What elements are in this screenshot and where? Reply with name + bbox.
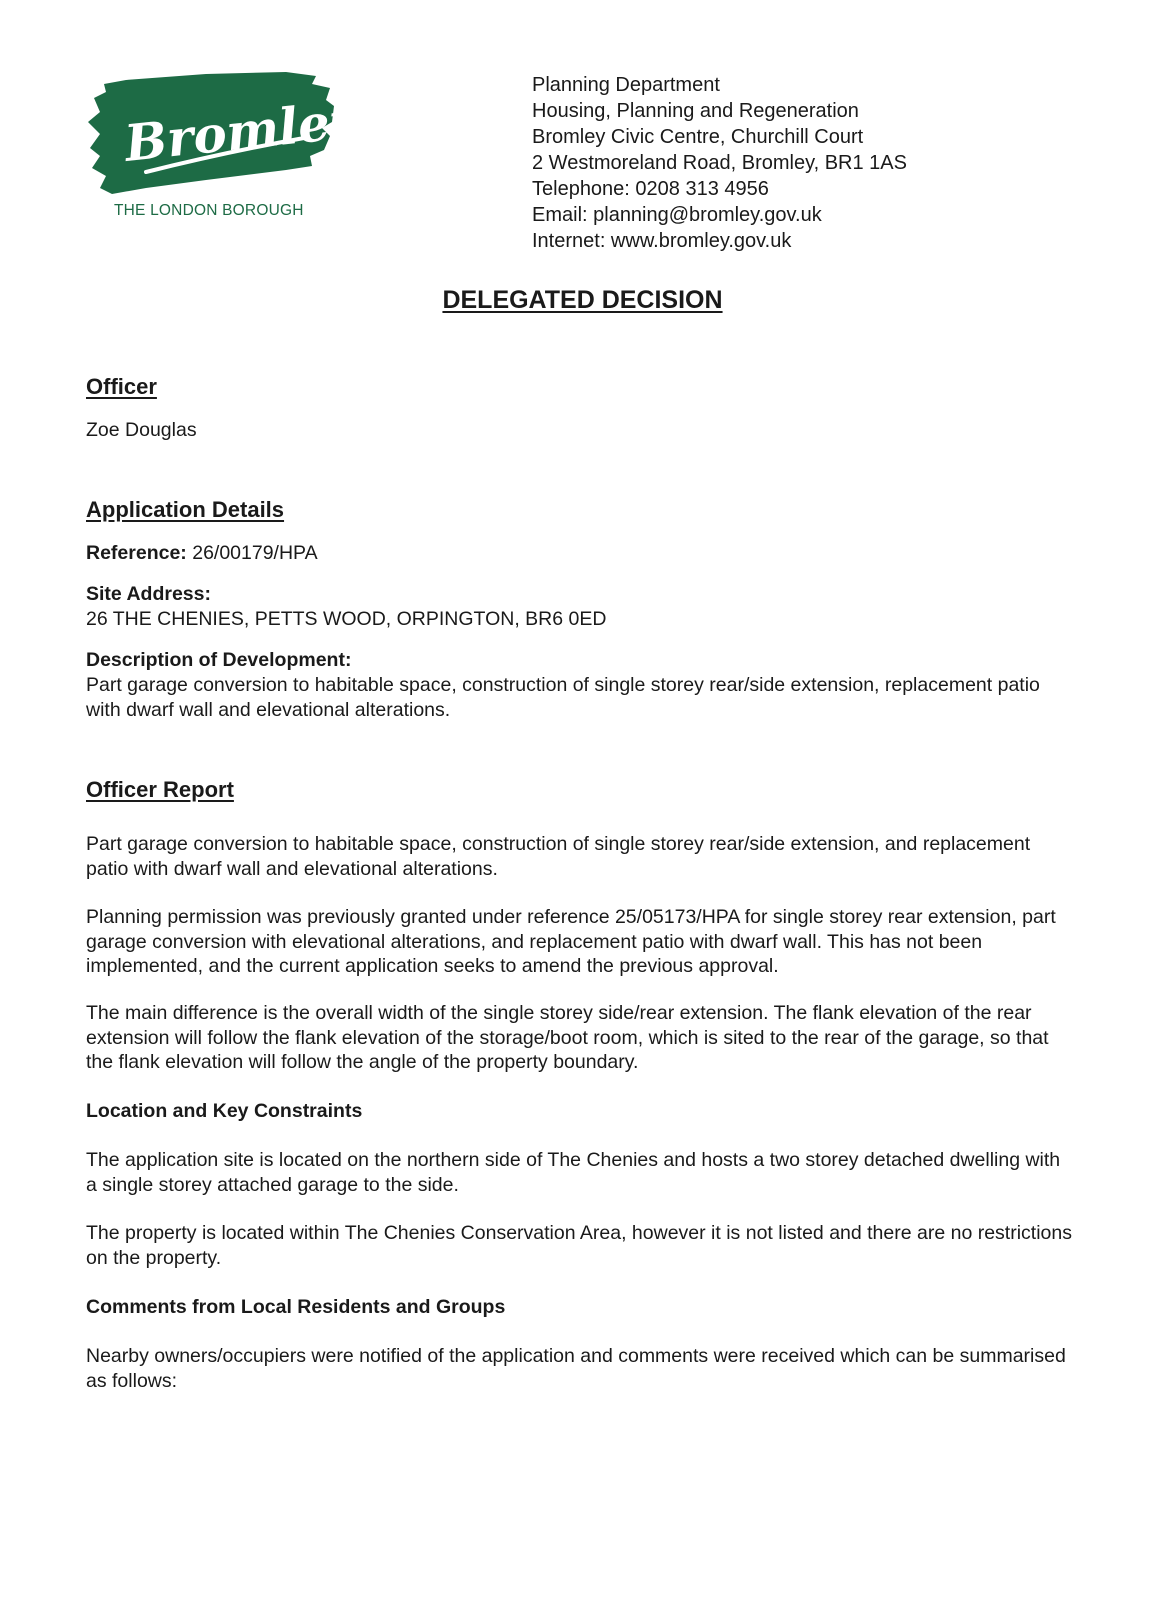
department-email: Email: planning@bromley.gov.uk	[532, 204, 822, 226]
bromley-logo-mark	[86, 70, 362, 200]
department-name: Planning Department	[532, 74, 720, 96]
department-contact-block	[532, 72, 907, 254]
department-address-line-1: Bromley Civic Centre, Churchill Court	[532, 126, 864, 148]
reference-label: Reference:	[86, 542, 187, 564]
description-label: Description of Development:	[86, 649, 352, 671]
description-value: Part garage conversion to habitable space, construction of single storey rear/side extension, replacement patio with dwarf wall and elevational alterations.	[86, 674, 1040, 721]
site-address-label: Site Address:	[86, 583, 211, 605]
logo-wordmark: Bromley	[121, 89, 362, 173]
location-paragraph: The property is located within The Chenies Conservation Area, however it is not listed and there are no restrictions on the property.	[86, 1222, 1072, 1269]
bromley-logo	[86, 70, 362, 225]
officer-report-heading: Officer Report	[86, 777, 234, 802]
report-paragraph: Part garage conversion to habitable space, construction of single storey rear/side extension, and replacement patio with dwarf wall and elevational alterations.	[86, 833, 1031, 880]
comments-heading: Comments from Local Residents and Groups	[86, 1296, 506, 1318]
site-address-value: 26 THE CHENIES, PETTS WOOD, ORPINGTON, BR6 0ED	[86, 608, 607, 630]
officer-name: Zoe Douglas	[86, 419, 197, 441]
comments-paragraph: Nearby owners/occupiers were notified of the application and comments were received which can be summarised as follows:	[86, 1345, 1066, 1392]
report-paragraph: The main difference is the overall width of the single storey side/rear extension. The flank elevation of the rear extension will follow the flank elevation of the storage/boot room, which is sited to the rear of the garage, so that the flank elevation will follow the angle of the property boundary.	[86, 1002, 1049, 1073]
department-website: Internet: www.bromley.gov.uk	[532, 230, 792, 252]
document-title: DELEGATED DECISION	[442, 286, 723, 314]
officer-heading: Officer	[86, 374, 157, 399]
report-paragraph: Planning permission was previously granted under reference 25/05173/HPA for single storey rear extension, part garage conversion with elevational alterations, and replacement patio with dwarf wall. This has not been implemented, and the current application seeks to amend the previous approval.	[86, 906, 1056, 977]
application-details-heading: Application Details	[86, 497, 285, 522]
department-telephone: Telephone: 0208 313 4956	[532, 178, 769, 200]
location-paragraph: The application site is located on the northern side of The Chenies and hosts a two storey detached dwelling with a single storey attached garage to the side.	[86, 1149, 1061, 1196]
department-division: Housing, Planning and Regeneration	[532, 100, 859, 122]
reference-value: 26/00179/HPA	[192, 542, 318, 564]
department-address-line-2: 2 Westmoreland Road, Bromley, BR1 1AS	[532, 152, 907, 174]
logo-subtitle: THE LONDON BOROUGH	[114, 202, 304, 219]
location-constraints-heading: Location and Key Constraints	[86, 1100, 363, 1122]
reference-row	[86, 541, 1076, 566]
